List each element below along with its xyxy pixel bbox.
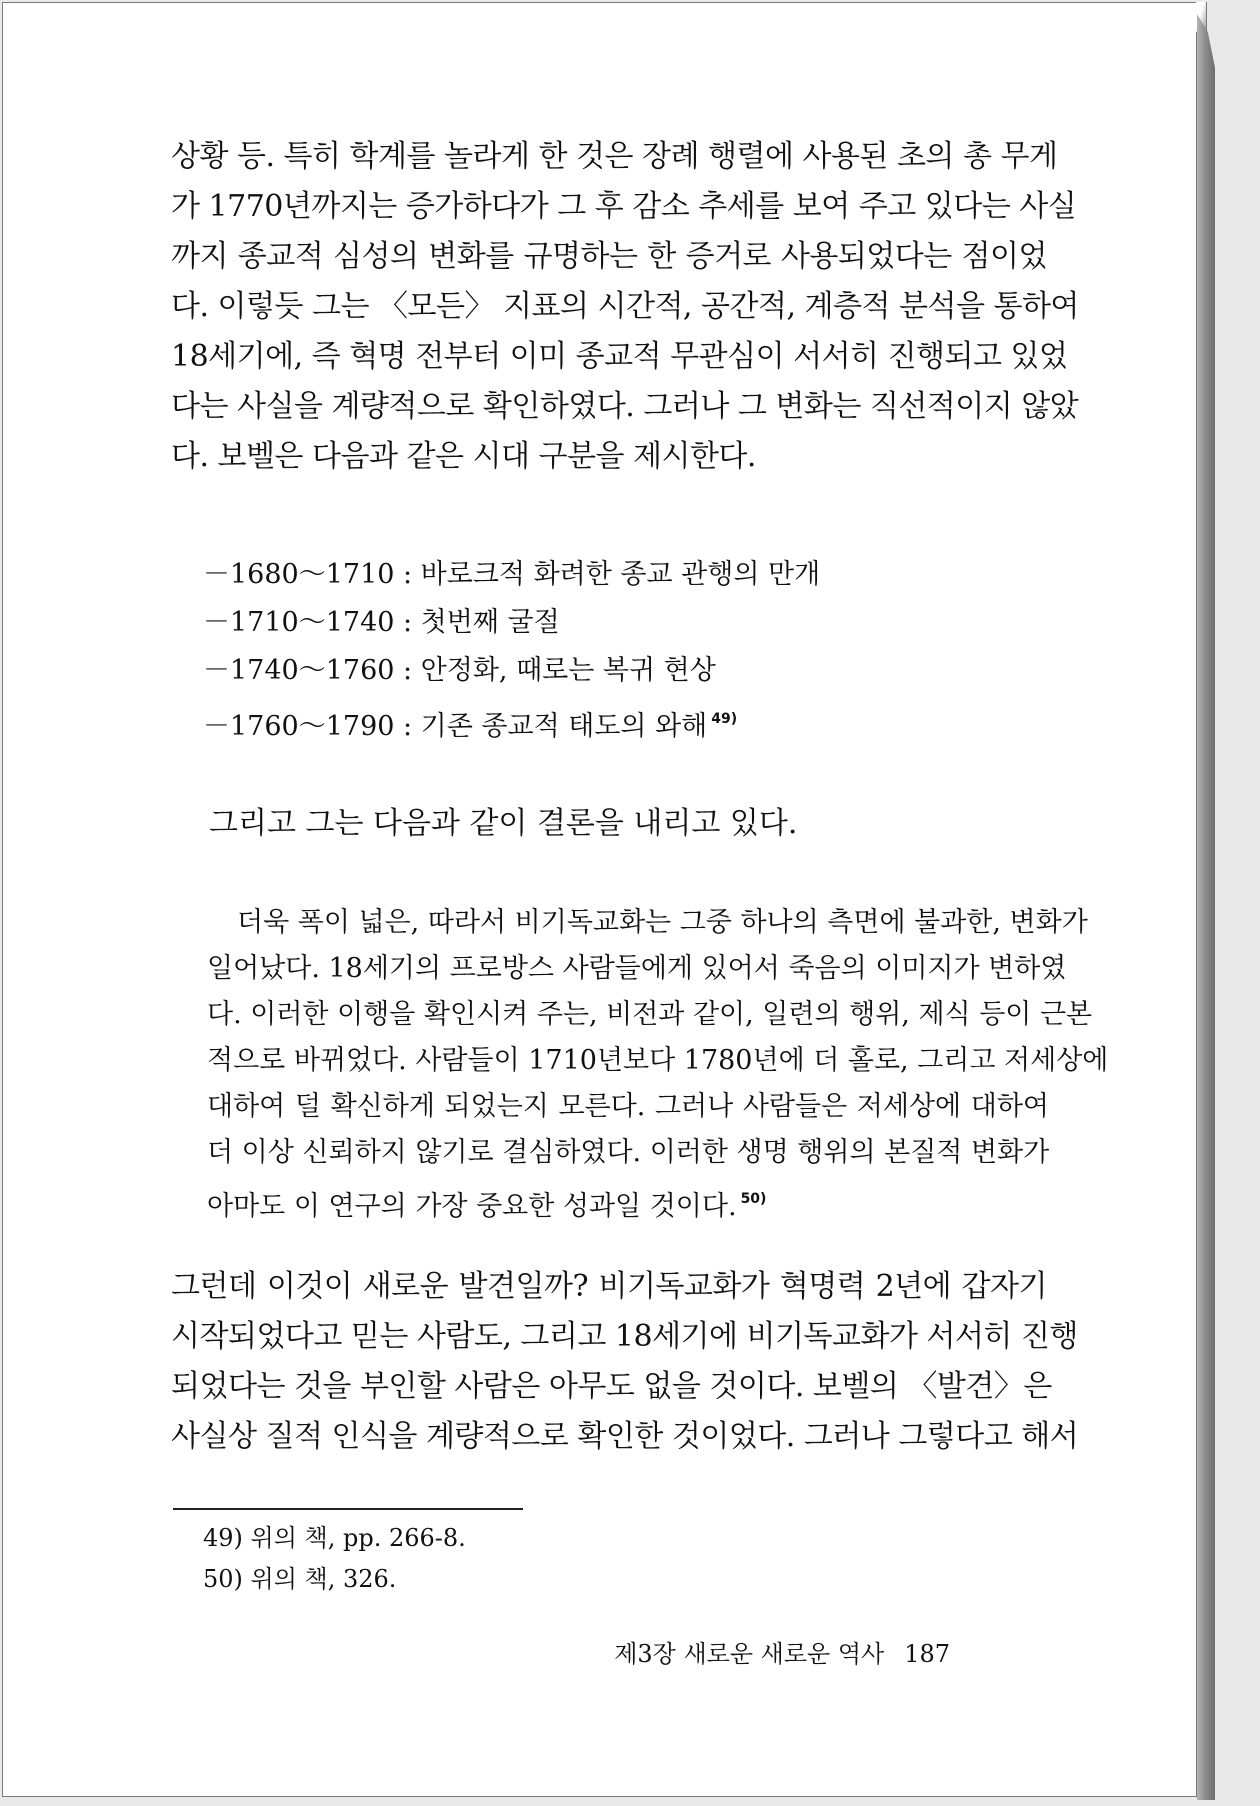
text-line: 그런데 이것이 새로운 발견일까? 비기독교화가 혁명력 2년에 갑자기 bbox=[171, 1269, 1047, 1304]
footnotes bbox=[203, 1518, 466, 1600]
footnote-divider bbox=[173, 1508, 523, 1510]
quote-line-text: 아마도 이 연구의 가장 중요한 성과일 것이다. bbox=[207, 1191, 737, 1222]
page-edge-shadow bbox=[1197, 14, 1215, 1800]
text-line: 사실상 질적 인식을 계량적으로 확인한 것이었다. 그러나 그렇다고 해서 bbox=[171, 1419, 1079, 1454]
text-line: 시작되었다고 믿는 사람도, 그리고 18세기에 비기독교화가 서서히 진행 bbox=[171, 1319, 1078, 1354]
period-text: －1680～1710 : 바로크적 화려한 종교 관행의 만개 bbox=[203, 559, 821, 590]
body-paragraph-1 bbox=[171, 132, 1079, 482]
period-item bbox=[203, 647, 963, 695]
period-item bbox=[203, 599, 963, 647]
quote-line: 적으로 바뀌었다. 사람들이 1710년보다 1780년에 더 홀로, 그리고 저세상에 bbox=[207, 1045, 1109, 1076]
page-number: 187 bbox=[904, 1640, 950, 1668]
text-line: 까지 종교적 심성의 변화를 규명하는 한 증거로 사용되었다는 점이었 bbox=[171, 239, 1047, 274]
text-line: 상황 등. 특히 학계를 놀라게 한 것은 장례 행렬에 사용된 초의 총 무게 bbox=[171, 139, 1058, 174]
text-line: 다. 보벨은 다음과 같은 시대 구분을 제시한다. bbox=[171, 439, 756, 474]
period-text: －1760～1790 : 기존 종교적 태도의 와해 bbox=[203, 711, 708, 742]
footnote-ref-49[interactable]: 49) bbox=[711, 711, 738, 727]
text-line: 다는 사실을 계량적으로 확인하였다. 그러나 그 변화는 직선적이지 않았 bbox=[171, 389, 1079, 424]
text-line: 18세기에, 즉 혁명 전부터 이미 종교적 무관심이 서서히 진행되고 있었 bbox=[171, 339, 1068, 374]
footnote-50: 50) 위의 책, 326. bbox=[203, 1565, 397, 1593]
quote-line: 일어났다. 18세기의 프로방스 사람들에게 있어서 죽음의 이미지가 변하였 bbox=[207, 953, 1067, 984]
period-item bbox=[203, 695, 963, 751]
quote-line-last bbox=[207, 1176, 1049, 1230]
quote-line: 더 이상 신뢰하지 않기로 결심하였다. 이러한 생명 행위의 본질적 변화가 bbox=[207, 1137, 1050, 1168]
footnote-49: 49) 위의 책, pp. 266-8. bbox=[203, 1524, 466, 1552]
body-paragraph-2 bbox=[171, 1262, 1079, 1462]
text-line: 되었다는 것을 부인할 사람은 아무도 없을 것이다. 보벨의 〈발견〉은 bbox=[171, 1369, 1052, 1404]
text-line: 가 1770년까지는 증가하다가 그 후 감소 추세를 보여 주고 있다는 사실 bbox=[171, 189, 1077, 224]
period-item bbox=[203, 551, 963, 599]
block-quote bbox=[207, 900, 1109, 1230]
conclusion-sentence: 그리고 그는 다음과 같이 결론을 내리고 있다. bbox=[209, 806, 798, 841]
footnote-ref-50[interactable]: 50) bbox=[740, 1191, 767, 1207]
period-text: －1740～1760 : 안정화, 때로는 복귀 현상 bbox=[203, 655, 716, 686]
text-line: 다. 이렇듯 그는 〈모든〉 지표의 시간적, 공간적, 계층적 분석을 통하여 bbox=[171, 289, 1079, 324]
period-text: －1710～1740 : 첫번째 굴절 bbox=[203, 607, 560, 638]
period-list bbox=[203, 551, 963, 751]
book-page bbox=[2, 2, 1197, 1797]
running-footer bbox=[614, 1634, 950, 1674]
quote-line: 다. 이러한 이행을 확인시켜 주는, 비전과 같이, 일련의 행위, 제식 등이 근본 bbox=[207, 999, 1093, 1030]
quote-line: 더욱 폭이 넓은, 따라서 비기독교화는 그중 하나의 측면에 불과한, 변화가 bbox=[237, 907, 1088, 938]
chapter-title: 제3장 새로운 새로운 역사 bbox=[614, 1640, 885, 1668]
quote-line: 대하여 덜 확신하게 되었는지 모른다. 그러나 사람들은 저세상에 대하여 bbox=[207, 1091, 1049, 1122]
